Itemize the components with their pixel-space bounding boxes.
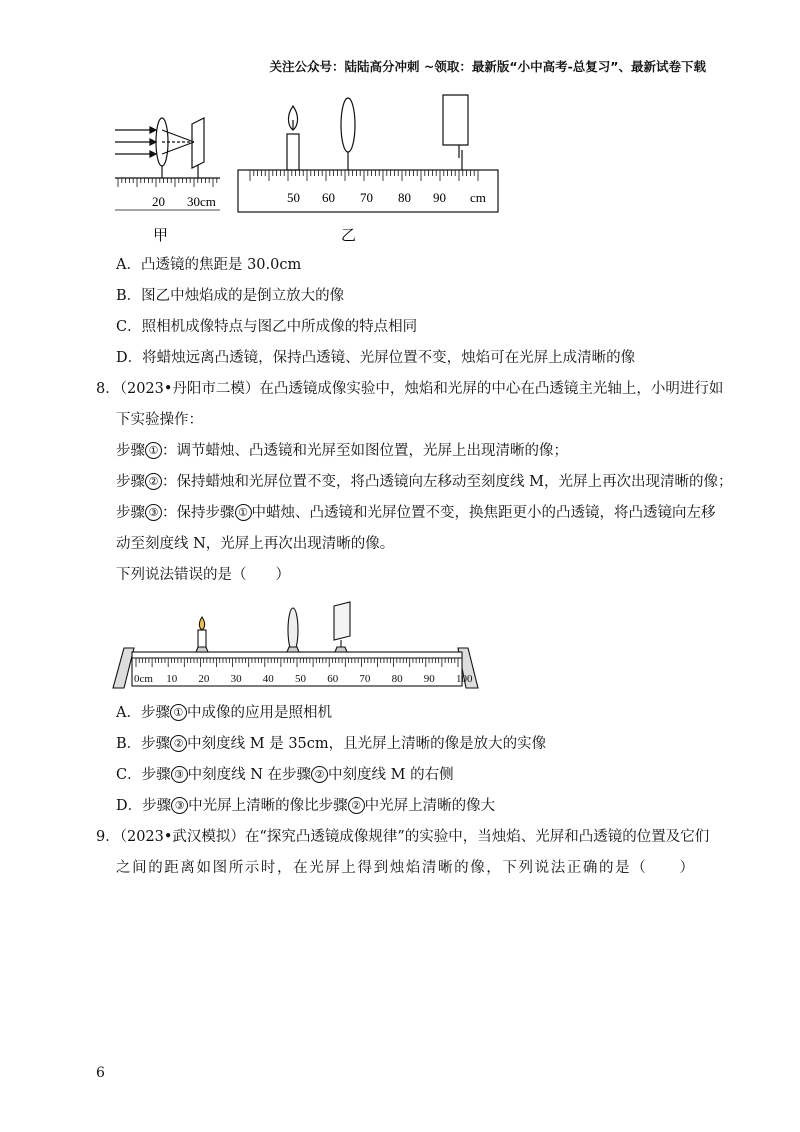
opt-c-prefix: C．步骤 <box>116 767 171 783</box>
step-ref-2: ② <box>311 766 328 783</box>
step-label: 步骤 <box>116 474 145 490</box>
q8-option-a <box>116 703 332 723</box>
q9-stem-line2: 之间的距离如图所示时，在光屏上得到烛焰清晰的像，下列说法正确的是（ ） <box>116 860 696 876</box>
step-label: 步骤 <box>116 443 145 459</box>
q8-option-d <box>116 796 495 816</box>
q8-step3 <box>116 503 716 523</box>
opt-d-prefix: D．步骤 <box>116 798 172 814</box>
step3-text-a: ：保持步骤 <box>162 505 235 521</box>
opt-a-prefix: A．步骤 <box>116 705 170 721</box>
yi-tick-70: 70 <box>360 190 373 205</box>
step-ref-2: ② <box>348 797 365 814</box>
yi-tick-cm: cm <box>470 190 486 205</box>
opt-a-text: 中成像的应用是照相机 <box>186 705 332 721</box>
step-number-2: ② <box>145 473 162 490</box>
bench-tick-label: 90 <box>423 673 435 685</box>
page-header: 关注公众号：陆陆高分冲刺 ~领取：最新版“小中高考-总复习”、最新试卷下载 <box>269 59 706 74</box>
opt-d-text-b: 中光屏上清晰的像大 <box>364 798 496 814</box>
q8-option-c <box>116 765 454 785</box>
step-ref-1: ① <box>170 704 187 721</box>
q7-option-a: A．凸透镜的焦距是 30.0cm <box>116 257 302 273</box>
yi-tick-80: 80 <box>398 190 411 205</box>
q7-option-b: B．图乙中烛焰成的是倒立放大的像 <box>116 288 345 304</box>
q8-step3-line2: 动至刻度线 N，光屏上再次出现清晰的像。 <box>116 536 395 552</box>
yi-tick-60: 60 <box>322 190 335 205</box>
jia-tick-20: 20 <box>152 194 165 209</box>
q8-step1 <box>116 441 568 461</box>
bench-tick-label: 10 <box>166 673 178 685</box>
bench-tick-label: 70 <box>359 673 371 685</box>
step-ref-3: ③ <box>171 766 188 783</box>
bench-tick-label: 40 <box>262 673 274 685</box>
step1-text: ：调节蜡烛、凸透镜和光屏至如图位置，光屏上出现清晰的像； <box>162 443 568 459</box>
q8-step2 <box>116 472 732 492</box>
q8-question: 下列说法错误的是（ ） <box>116 567 290 583</box>
opt-d-text-a: 中光屏上清晰的像比步骤 <box>188 798 348 814</box>
page-number: 6 <box>96 1065 105 1081</box>
step-ref-3: ③ <box>171 797 188 814</box>
yi-tick-90: 90 <box>433 190 446 205</box>
figure-jia-yi <box>110 90 510 250</box>
bench-tick-label: 0cm <box>134 673 153 685</box>
jia-tick-30cm: 30cm <box>187 194 216 209</box>
bench-tick-label: 50 <box>295 673 306 685</box>
q8-stem-line1: 8．（2023•丹阳市二模）在凸透镜成像实验中，烛焰和光屏的中心在凸透镜主光轴上，小明进行如 <box>96 381 724 397</box>
yi-caption: 乙 <box>341 228 357 244</box>
step-ref-2: ② <box>170 735 187 752</box>
step3-text-b: 中蜡烛、凸透镜和光屏位置不变，换焦距更小的凸透镜，将凸透镜向左移 <box>251 505 716 521</box>
yi-tick-50: 50 <box>287 190 300 205</box>
bench-tick-label: 60 <box>327 673 339 685</box>
opt-b-text: 中刻度线 M 是 35cm，且光屏上清晰的像是放大的实像 <box>187 736 547 752</box>
opt-c-text-a: 中刻度线 N 在步骤 <box>187 767 312 783</box>
step2-text: ：保持蜡烛和光屏位置不变，将凸透镜向左移动至刻度线 M，光屏上再次出现清晰的像； <box>162 474 733 490</box>
q7-option-d: D．将蜡烛远离凸透镜，保持凸透镜、光屏位置不变，烛焰可在光屏上成清晰的像 <box>116 350 636 366</box>
step-number-1: ① <box>145 442 162 459</box>
opt-b-prefix: B．步骤 <box>116 736 171 752</box>
bench-tick-label: 30 <box>230 673 242 685</box>
step-number-3: ③ <box>145 504 162 521</box>
jia-caption: 甲 <box>153 228 169 244</box>
q9-stem-line1: 9．（2023•武汉模拟）在“探究凸透镜成像规律”的实验中，当烛焰、光屏和凸透镜的位置及它们 <box>96 829 710 845</box>
step-label: 步骤 <box>116 505 145 521</box>
q8-option-b <box>116 734 546 754</box>
bench-tick-label: 80 <box>391 673 403 685</box>
bench-tick-label: 100 <box>456 673 473 685</box>
q7-option-c: C．照相机成像特点与图乙中所成像的特点相同 <box>116 319 418 335</box>
figure-optical-bench <box>110 600 480 695</box>
bench-tick-label: 20 <box>198 673 210 685</box>
q8-stem-line2: 下实验操作： <box>116 412 203 428</box>
step-ref-1: ① <box>235 504 252 521</box>
opt-c-text-b: 中刻度线 M 的右侧 <box>328 767 454 783</box>
